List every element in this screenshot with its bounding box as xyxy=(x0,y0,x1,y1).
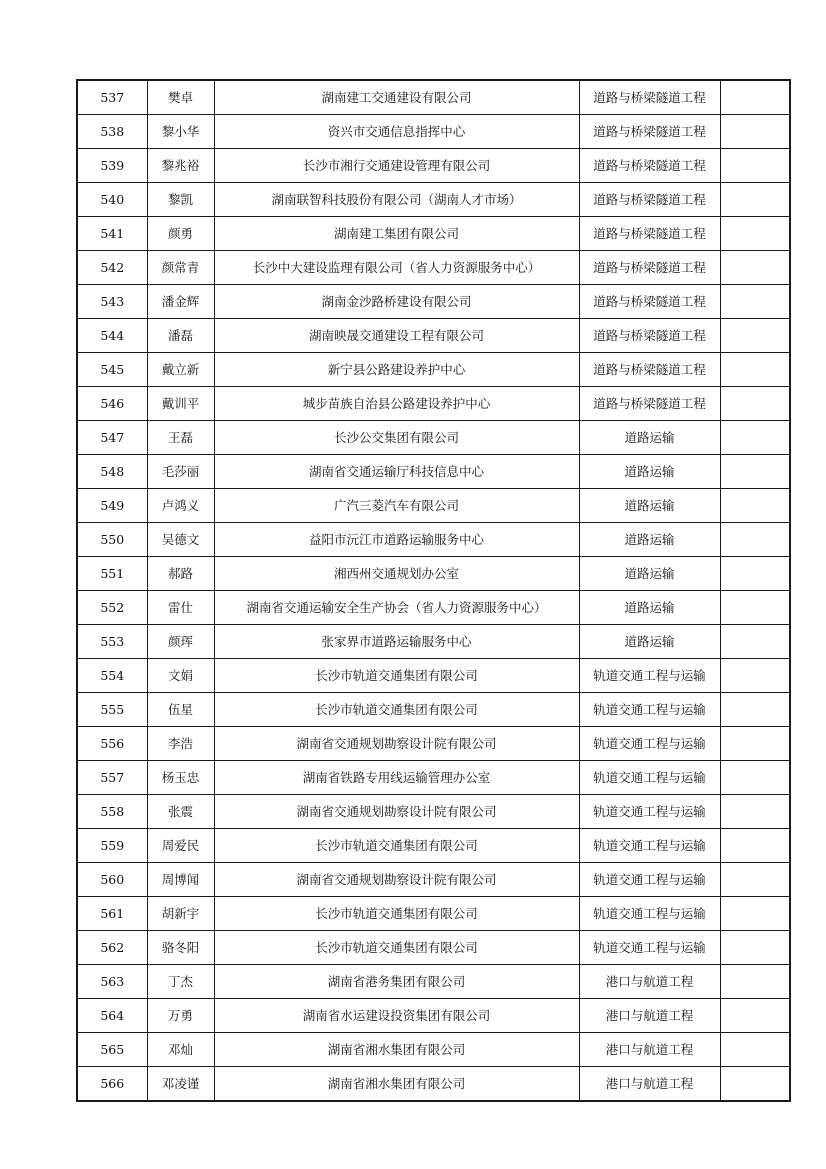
person-name-cell: 潘磊 xyxy=(147,319,214,353)
specialty-cell: 轨道交通工程与运输 xyxy=(579,761,720,795)
specialty-cell: 道路运输 xyxy=(579,557,720,591)
table-row xyxy=(77,999,790,1033)
row-number-cell: 550 xyxy=(77,523,147,557)
specialty-cell: 轨道交通工程与运输 xyxy=(579,659,720,693)
person-name-cell: 伍星 xyxy=(147,693,214,727)
employer-cell: 湖南省交通规划勘察设计院有限公司 xyxy=(214,795,579,829)
remarks-cell xyxy=(720,591,790,625)
table-row xyxy=(77,829,790,863)
row-number-cell: 565 xyxy=(77,1033,147,1067)
table-row xyxy=(77,795,790,829)
specialty-cell: 道路运输 xyxy=(579,625,720,659)
table-row xyxy=(77,285,790,319)
employer-cell: 湖南省湘水集团有限公司 xyxy=(214,1067,579,1102)
employer-cell: 湘西州交通规划办公室 xyxy=(214,557,579,591)
table-row xyxy=(77,489,790,523)
table-row xyxy=(77,523,790,557)
remarks-cell xyxy=(720,319,790,353)
employer-cell: 湖南建工集团有限公司 xyxy=(214,217,579,251)
row-number-cell: 542 xyxy=(77,251,147,285)
table-row xyxy=(77,421,790,455)
remarks-cell xyxy=(720,387,790,421)
employer-cell: 长沙市轨道交通集团有限公司 xyxy=(214,897,579,931)
specialty-cell: 港口与航道工程 xyxy=(579,1033,720,1067)
table-row xyxy=(77,115,790,149)
row-number-cell: 559 xyxy=(77,829,147,863)
person-name-cell: 黎凯 xyxy=(147,183,214,217)
employer-cell: 湖南省交通运输厅科技信息中心 xyxy=(214,455,579,489)
person-name-cell: 周博闻 xyxy=(147,863,214,897)
row-number-cell: 558 xyxy=(77,795,147,829)
row-number-cell: 543 xyxy=(77,285,147,319)
remarks-cell xyxy=(720,115,790,149)
table-row xyxy=(77,761,790,795)
row-number-cell: 541 xyxy=(77,217,147,251)
remarks-cell xyxy=(720,727,790,761)
person-name-cell: 黎兆裕 xyxy=(147,149,214,183)
person-name-cell: 雷仕 xyxy=(147,591,214,625)
specialty-cell: 道路运输 xyxy=(579,591,720,625)
specialty-cell: 港口与航道工程 xyxy=(579,999,720,1033)
table-row xyxy=(77,1033,790,1067)
specialty-cell: 道路与桥梁隧道工程 xyxy=(579,353,720,387)
row-number-cell: 545 xyxy=(77,353,147,387)
row-number-cell: 561 xyxy=(77,897,147,931)
remarks-cell xyxy=(720,421,790,455)
person-name-cell: 戴立新 xyxy=(147,353,214,387)
table-row xyxy=(77,557,790,591)
employer-cell: 湖南联智科技股份有限公司（湖南人才市场） xyxy=(214,183,579,217)
employer-cell: 湖南省水运建设投资集团有限公司 xyxy=(214,999,579,1033)
specialty-cell: 轨道交通工程与运输 xyxy=(579,829,720,863)
remarks-cell xyxy=(720,80,790,115)
remarks-cell xyxy=(720,523,790,557)
row-number-cell: 540 xyxy=(77,183,147,217)
table-row xyxy=(77,1067,790,1102)
table-row xyxy=(77,693,790,727)
row-number-cell: 546 xyxy=(77,387,147,421)
remarks-cell xyxy=(720,795,790,829)
table-row xyxy=(77,353,790,387)
employer-cell: 湖南省湘水集团有限公司 xyxy=(214,1033,579,1067)
person-name-cell: 颜勇 xyxy=(147,217,214,251)
row-number-cell: 555 xyxy=(77,693,147,727)
specialty-cell: 道路运输 xyxy=(579,489,720,523)
table-row xyxy=(77,727,790,761)
specialty-cell: 港口与航道工程 xyxy=(579,1067,720,1102)
employer-cell: 湖南省交通规划勘察设计院有限公司 xyxy=(214,863,579,897)
specialty-cell: 道路与桥梁隧道工程 xyxy=(579,387,720,421)
row-number-cell: 553 xyxy=(77,625,147,659)
row-number-cell: 557 xyxy=(77,761,147,795)
remarks-cell xyxy=(720,931,790,965)
remarks-cell xyxy=(720,693,790,727)
specialty-cell: 道路与桥梁隧道工程 xyxy=(579,183,720,217)
employer-cell: 益阳市沅江市道路运输服务中心 xyxy=(214,523,579,557)
remarks-cell xyxy=(720,625,790,659)
employer-cell: 湖南省交通运输安全生产协会（省人力资源服务中心） xyxy=(214,591,579,625)
employer-cell: 长沙市轨道交通集团有限公司 xyxy=(214,829,579,863)
person-name-cell: 邓灿 xyxy=(147,1033,214,1067)
row-number-cell: 563 xyxy=(77,965,147,999)
specialty-cell: 道路与桥梁隧道工程 xyxy=(579,251,720,285)
employer-cell: 长沙市轨道交通集团有限公司 xyxy=(214,693,579,727)
person-name-cell: 颜珲 xyxy=(147,625,214,659)
table-row xyxy=(77,659,790,693)
table-row xyxy=(77,897,790,931)
table-row xyxy=(77,251,790,285)
employer-cell: 张家界市道路运输服务中心 xyxy=(214,625,579,659)
table-row xyxy=(77,591,790,625)
specialty-cell: 轨道交通工程与运输 xyxy=(579,897,720,931)
employer-cell: 湖南省港务集团有限公司 xyxy=(214,965,579,999)
employer-cell: 湖南省铁路专用线运输管理办公室 xyxy=(214,761,579,795)
table-row xyxy=(77,863,790,897)
person-name-cell: 王磊 xyxy=(147,421,214,455)
table-row xyxy=(77,387,790,421)
specialty-cell: 道路与桥梁隧道工程 xyxy=(579,115,720,149)
specialty-cell: 港口与航道工程 xyxy=(579,965,720,999)
row-number-cell: 562 xyxy=(77,931,147,965)
specialty-cell: 轨道交通工程与运输 xyxy=(579,727,720,761)
row-number-cell: 537 xyxy=(77,80,147,115)
remarks-cell xyxy=(720,557,790,591)
person-name-cell: 骆冬阳 xyxy=(147,931,214,965)
remarks-cell xyxy=(720,251,790,285)
row-number-cell: 539 xyxy=(77,149,147,183)
table-row xyxy=(77,80,790,115)
employer-cell: 长沙市轨道交通集团有限公司 xyxy=(214,931,579,965)
person-name-cell: 杨玉忠 xyxy=(147,761,214,795)
employer-cell: 湖南建工交通建设有限公司 xyxy=(214,80,579,115)
table-row xyxy=(77,931,790,965)
remarks-cell xyxy=(720,1067,790,1102)
employer-cell: 城步苗族自治县公路建设养护中心 xyxy=(214,387,579,421)
specialty-cell: 轨道交通工程与运输 xyxy=(579,931,720,965)
employer-cell: 湖南映晟交通建设工程有限公司 xyxy=(214,319,579,353)
table-row xyxy=(77,149,790,183)
specialty-cell: 轨道交通工程与运输 xyxy=(579,693,720,727)
employer-cell: 长沙公交集团有限公司 xyxy=(214,421,579,455)
row-number-cell: 544 xyxy=(77,319,147,353)
table-body xyxy=(77,80,790,1101)
table-row xyxy=(77,319,790,353)
roster-table-container xyxy=(76,79,789,1102)
table-row xyxy=(77,965,790,999)
person-name-cell: 戴训平 xyxy=(147,387,214,421)
remarks-cell xyxy=(720,965,790,999)
person-name-cell: 周爱民 xyxy=(147,829,214,863)
person-name-cell: 吴德文 xyxy=(147,523,214,557)
row-number-cell: 552 xyxy=(77,591,147,625)
person-name-cell: 邓凌谨 xyxy=(147,1067,214,1102)
person-name-cell: 李浩 xyxy=(147,727,214,761)
remarks-cell xyxy=(720,1033,790,1067)
row-number-cell: 538 xyxy=(77,115,147,149)
row-number-cell: 556 xyxy=(77,727,147,761)
person-name-cell: 胡新宇 xyxy=(147,897,214,931)
employer-cell: 湖南省交通规划勘察设计院有限公司 xyxy=(214,727,579,761)
row-number-cell: 560 xyxy=(77,863,147,897)
table-row xyxy=(77,625,790,659)
specialty-cell: 道路与桥梁隧道工程 xyxy=(579,285,720,319)
remarks-cell xyxy=(720,489,790,523)
row-number-cell: 548 xyxy=(77,455,147,489)
remarks-cell xyxy=(720,659,790,693)
remarks-cell xyxy=(720,217,790,251)
specialty-cell: 轨道交通工程与运输 xyxy=(579,795,720,829)
employer-cell: 长沙中大建设监理有限公司（省人力资源服务中心） xyxy=(214,251,579,285)
person-name-cell: 郝路 xyxy=(147,557,214,591)
row-number-cell: 566 xyxy=(77,1067,147,1102)
table-row xyxy=(77,183,790,217)
row-number-cell: 564 xyxy=(77,999,147,1033)
row-number-cell: 549 xyxy=(77,489,147,523)
row-number-cell: 554 xyxy=(77,659,147,693)
person-name-cell: 潘金辉 xyxy=(147,285,214,319)
specialty-cell: 道路运输 xyxy=(579,523,720,557)
person-name-cell: 万勇 xyxy=(147,999,214,1033)
specialty-cell: 道路与桥梁隧道工程 xyxy=(579,80,720,115)
person-name-cell: 毛莎丽 xyxy=(147,455,214,489)
specialty-cell: 道路与桥梁隧道工程 xyxy=(579,217,720,251)
person-name-cell: 卢鸿义 xyxy=(147,489,214,523)
employer-cell: 长沙市轨道交通集团有限公司 xyxy=(214,659,579,693)
employer-cell: 长沙市湘行交通建设管理有限公司 xyxy=(214,149,579,183)
remarks-cell xyxy=(720,149,790,183)
person-name-cell: 文娟 xyxy=(147,659,214,693)
remarks-cell xyxy=(720,999,790,1033)
person-name-cell: 颜常青 xyxy=(147,251,214,285)
remarks-cell xyxy=(720,761,790,795)
remarks-cell xyxy=(720,455,790,489)
person-name-cell: 黎小华 xyxy=(147,115,214,149)
employer-cell: 新宁县公路建设养护中心 xyxy=(214,353,579,387)
employer-cell: 湖南金沙路桥建设有限公司 xyxy=(214,285,579,319)
person-name-cell: 张震 xyxy=(147,795,214,829)
remarks-cell xyxy=(720,897,790,931)
employer-cell: 广汽三菱汽车有限公司 xyxy=(214,489,579,523)
specialty-cell: 道路与桥梁隧道工程 xyxy=(579,149,720,183)
person-name-cell: 樊卓 xyxy=(147,80,214,115)
employer-cell: 资兴市交通信息指挥中心 xyxy=(214,115,579,149)
row-number-cell: 551 xyxy=(77,557,147,591)
remarks-cell xyxy=(720,829,790,863)
remarks-cell xyxy=(720,353,790,387)
roster-table xyxy=(76,79,791,1102)
row-number-cell: 547 xyxy=(77,421,147,455)
table-row xyxy=(77,217,790,251)
table-row xyxy=(77,455,790,489)
remarks-cell xyxy=(720,183,790,217)
specialty-cell: 轨道交通工程与运输 xyxy=(579,863,720,897)
specialty-cell: 道路运输 xyxy=(579,455,720,489)
remarks-cell xyxy=(720,285,790,319)
specialty-cell: 道路运输 xyxy=(579,421,720,455)
remarks-cell xyxy=(720,863,790,897)
specialty-cell: 道路与桥梁隧道工程 xyxy=(579,319,720,353)
person-name-cell: 丁杰 xyxy=(147,965,214,999)
